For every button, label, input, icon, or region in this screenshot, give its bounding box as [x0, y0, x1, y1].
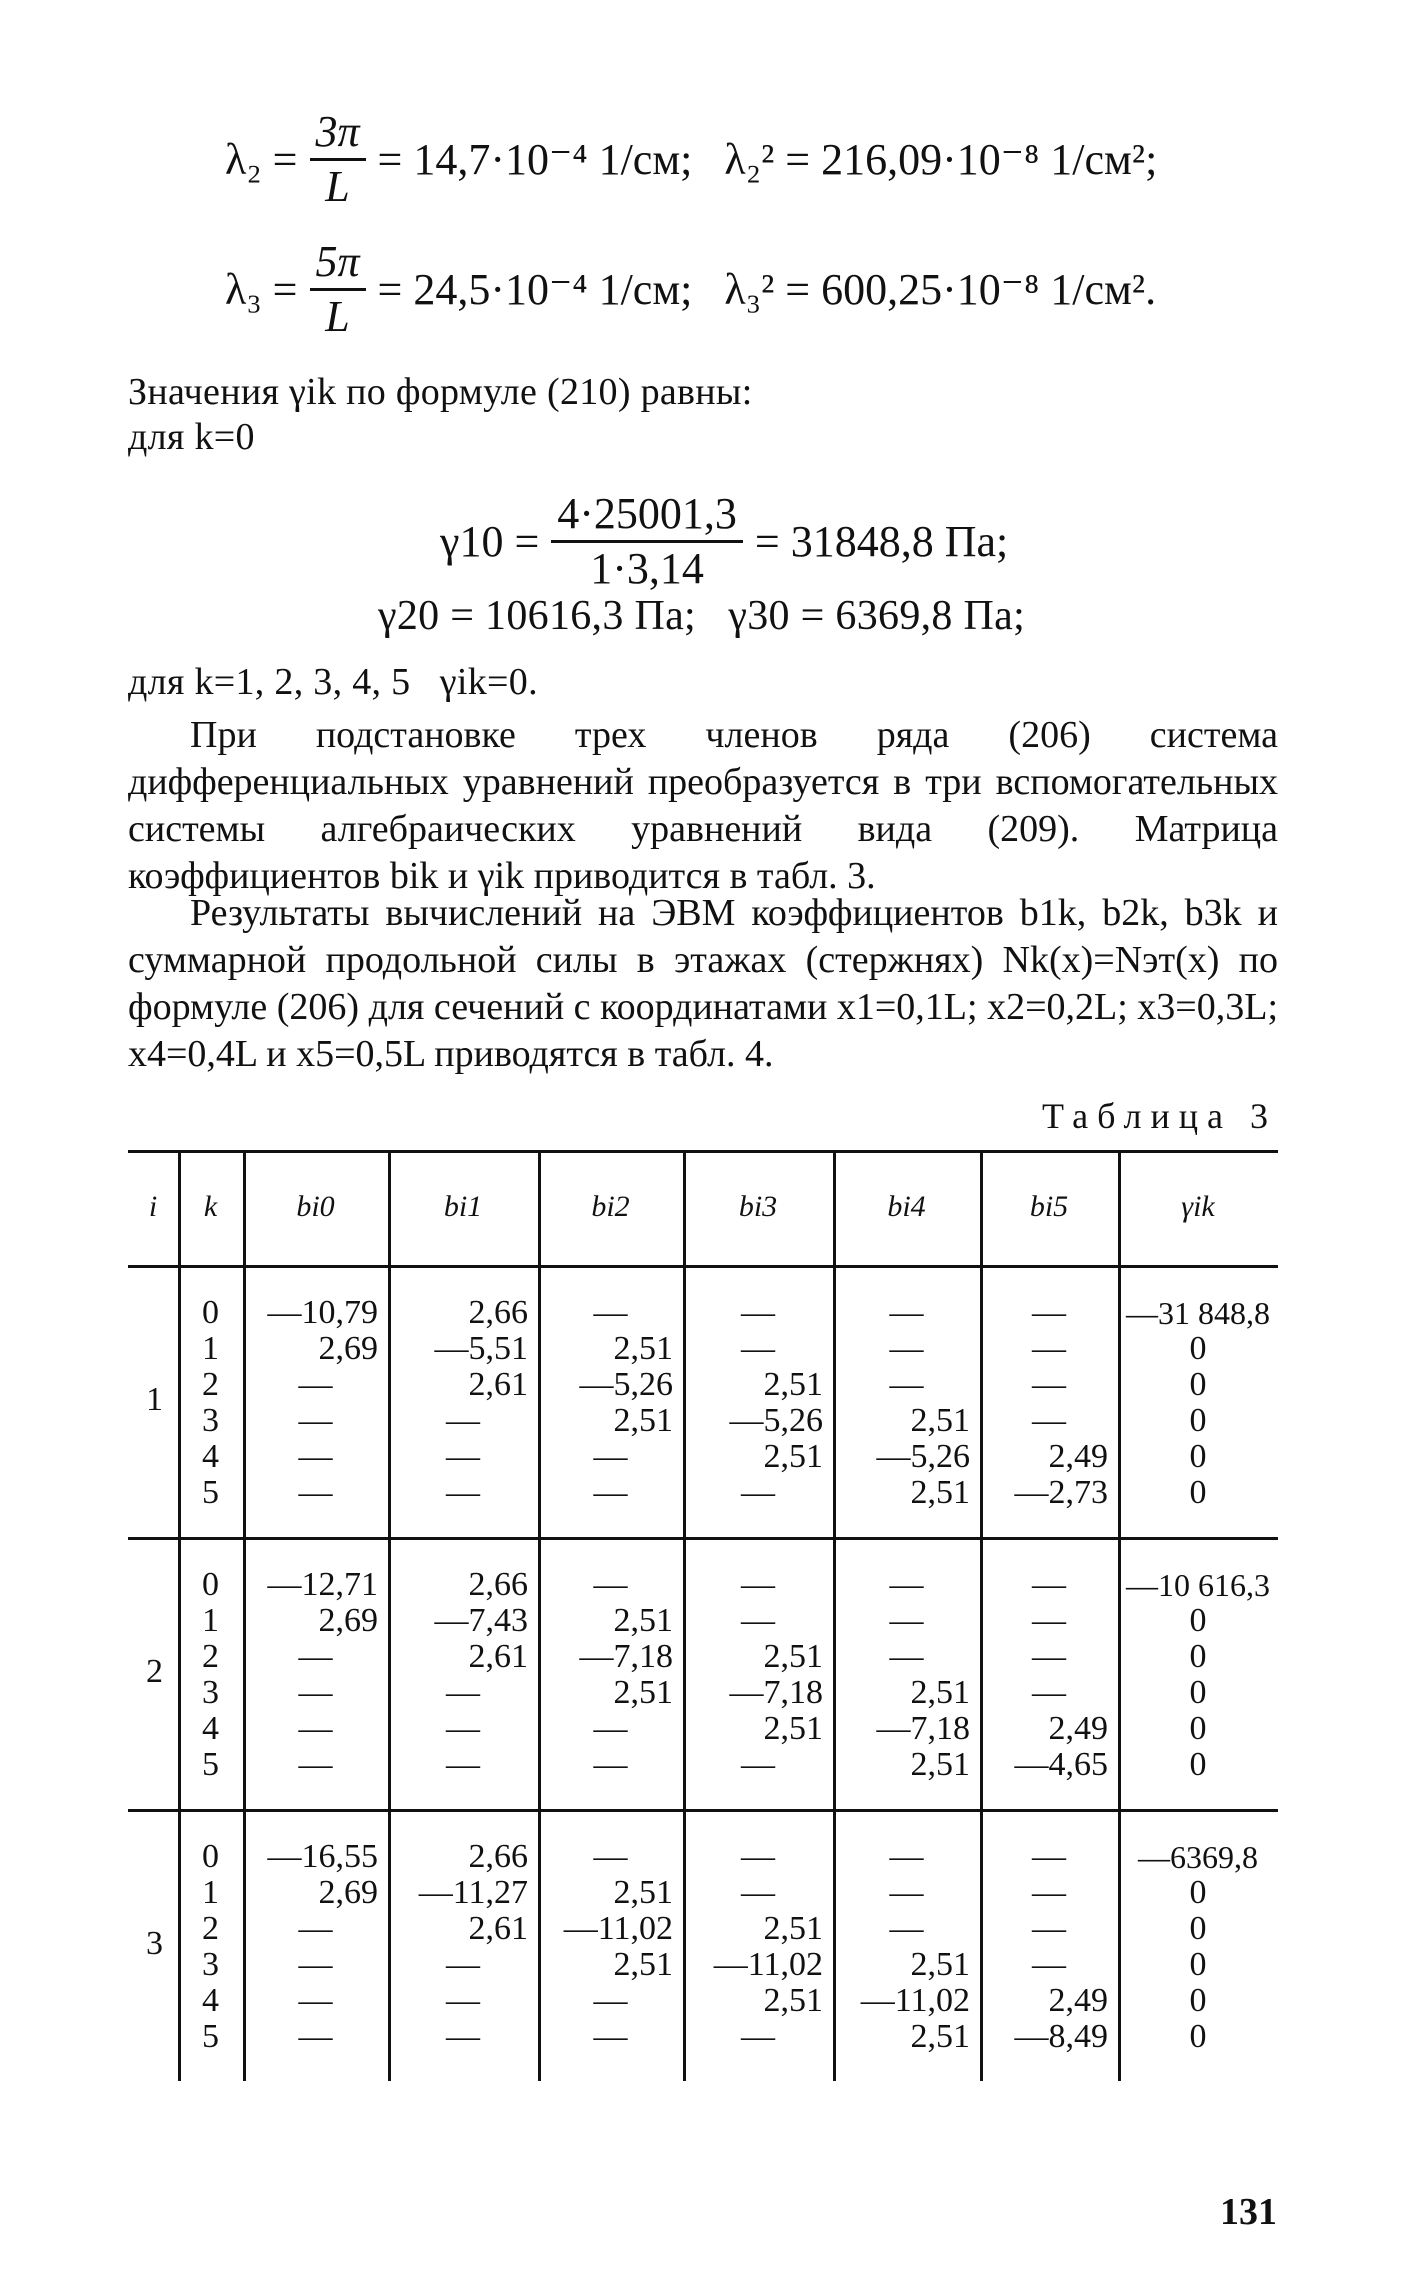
table-cell: — — [1032, 1674, 1066, 1711]
table-caption: Таблица 3 — [1042, 1096, 1277, 1136]
table-cell: 0 — [1189, 1710, 1207, 1747]
table-cell: 0 — [1189, 1982, 1207, 2019]
table-cell: —7,18 — [729, 1674, 823, 1711]
table-cell: — — [1032, 1330, 1066, 1367]
table-cell: 0 — [202, 1566, 219, 1603]
table-cell: 2,51 — [910, 1474, 970, 1511]
formula-lambda3 — [225, 238, 1156, 342]
table-cell: — — [741, 1838, 775, 1875]
table-cell: — — [741, 1746, 775, 1783]
table-cell: —7,43 — [434, 1602, 528, 1639]
table-cell: 2,66 — [468, 1566, 528, 1603]
table-cell: — — [298, 1710, 333, 1747]
table-header-cell: i — [148, 1190, 158, 1223]
table-cell: 0 — [1189, 1946, 1207, 1983]
table-cell: 1 — [202, 1330, 219, 1367]
table-cell: —7,18 — [579, 1638, 673, 1675]
table-cell: —11,02 — [860, 1982, 970, 2019]
table-cell: — — [446, 1438, 480, 1475]
fraction-denominator: 1·3,14 — [590, 544, 704, 594]
table-cell: —5,26 — [876, 1438, 970, 1475]
table-cell: — — [593, 2018, 628, 2055]
table-cell: 2,51 — [763, 1638, 823, 1675]
table-cell: 2,51 — [910, 1674, 970, 1711]
table-cell: — — [446, 1474, 480, 1511]
table-cell: 2,51 — [910, 1402, 970, 1439]
table-i-value: 3 — [146, 1925, 163, 1963]
table-cell: 5 — [202, 1746, 219, 1783]
table-cell: 0 — [1189, 1746, 1207, 1783]
table-cell: 5 — [202, 2018, 219, 2055]
table-cell: 2,69 — [318, 1602, 378, 1639]
table-cell: 2,51 — [910, 2018, 970, 2055]
table-cell: 2 — [202, 1366, 219, 1403]
table-cell: — — [889, 1566, 924, 1603]
table-cell: —8,49 — [1014, 2018, 1108, 2055]
table-cell: — — [741, 1330, 775, 1367]
table-cell: — — [593, 1838, 628, 1875]
table-cell: 3 — [202, 1402, 219, 1439]
table-cell: —7,18 — [876, 1710, 970, 1747]
table-cell: — — [593, 1474, 628, 1511]
formula-lhs: γ10 = — [440, 517, 540, 567]
coefficients-table — [128, 1150, 1278, 2081]
table-cell: — — [741, 1294, 775, 1331]
table-cell: 0 — [1189, 1438, 1207, 1475]
table-header-cell: bi4 — [887, 1190, 926, 1223]
table-cell: — — [446, 1746, 480, 1783]
table-cell: 2,49 — [1048, 1710, 1108, 1747]
table-group-rule — [128, 1537, 1278, 1540]
fraction-numerator: 4·25001,3 — [551, 490, 743, 543]
table-cell: 2,51 — [763, 1910, 823, 1947]
table-cell: 2,51 — [910, 1746, 970, 1783]
table-cell: — — [889, 1874, 924, 1911]
table-cell: — — [1032, 1638, 1066, 1675]
table-cell: — — [593, 1438, 628, 1475]
table-cell: — — [298, 1982, 333, 2019]
table-cell: —2,73 — [1014, 1474, 1108, 1511]
formula-value: = 24,5·10⁻⁴ 1/см; — [377, 265, 693, 315]
table-header-rule — [128, 1265, 1278, 1268]
table-cell: — — [741, 1602, 775, 1639]
table-cell: — — [593, 1294, 628, 1331]
table-cell: — — [298, 1946, 333, 1983]
table-cell: —4,65 — [1014, 1746, 1108, 1783]
formula-lambda2 — [225, 108, 1157, 212]
table-cell: 0 — [1189, 1674, 1207, 1711]
table-cell: 1 — [202, 1874, 219, 1911]
formula-square: λ₂² = 216,09·10⁻⁸ 1/см²; — [724, 135, 1158, 185]
table-cell: 2,66 — [468, 1838, 528, 1875]
table-cell: 0 — [1189, 1474, 1207, 1511]
table-cell: — — [298, 1674, 333, 1711]
table-cell: 0 — [1189, 1874, 1207, 1911]
table-cell: 2,51 — [613, 1330, 673, 1367]
table-cell: 2,61 — [468, 1910, 528, 1947]
table-header-cell: bi2 — [591, 1190, 630, 1223]
table-cell: —12,71 — [267, 1566, 378, 1603]
table-cell: 0 — [1189, 2018, 1207, 2055]
fraction-denominator: L — [325, 292, 350, 342]
table-cell: — — [1032, 1566, 1066, 1603]
table-header-cell: γik — [1181, 1190, 1215, 1223]
intro-line: Значения γik по формуле (210) равны: — [128, 371, 753, 413]
table-i-value: 2 — [146, 1653, 163, 1691]
table-cell: 2,51 — [613, 1402, 673, 1439]
table-top-rule — [128, 1150, 1278, 1153]
table-cell: — — [593, 1982, 628, 2019]
k0-line: для k=0 — [128, 416, 255, 458]
table-cell: 2,61 — [468, 1638, 528, 1675]
table-cell: —11,27 — [418, 1874, 528, 1911]
table-cell: —10,79 — [267, 1294, 378, 1331]
table-cell: 0 — [202, 1838, 219, 1875]
table-cell: 0 — [1189, 1638, 1207, 1675]
table-cell: — — [446, 2018, 480, 2055]
formula-gamma20-30: γ20 = 10616,3 Па; γ30 = 6369,8 Па; — [378, 593, 1026, 639]
table-cell: — — [741, 2018, 775, 2055]
table-cell: 2,49 — [1048, 1438, 1108, 1475]
table-cell: — — [889, 1366, 924, 1403]
table-cell: 2,49 — [1048, 1982, 1108, 2019]
table-cell: — — [1032, 1402, 1066, 1439]
table-cell: — — [298, 1438, 333, 1475]
table-cell: —16,55 — [267, 1838, 378, 1875]
table-cell: — — [1032, 1874, 1066, 1911]
paragraph-text: При подстановке трех членов ряда (206) система дифференциальных уравнений преобразуется в три вспомогательных системы алгебраических уравнений вида (209). Матрица коэффициентов bik и γik приводится в табл. 3. — [128, 714, 1278, 897]
fraction-numerator: 3π — [310, 108, 366, 161]
table-cell: — — [889, 1638, 924, 1675]
table-cell: —31 848,8 — [1126, 1295, 1270, 1331]
fraction — [310, 108, 366, 212]
table-cell: — — [889, 1910, 924, 1947]
table-cell: 2,51 — [613, 1874, 673, 1911]
formula-value: = 31848,8 Па; — [754, 517, 1009, 567]
fraction — [551, 490, 743, 594]
table-cell: 2,51 — [763, 1982, 823, 2019]
table-cell: — — [446, 1946, 480, 1983]
table-cell: 4 — [202, 1438, 219, 1475]
table-i-value: 1 — [146, 1381, 163, 1419]
table-cell: 2 — [202, 1638, 219, 1675]
formula-lhs: λ₂ = — [225, 135, 298, 185]
table-cell: — — [298, 1638, 333, 1675]
table-cell: — — [741, 1874, 775, 1911]
table-cell: 2,66 — [468, 1294, 528, 1331]
table-cell: — — [889, 1838, 924, 1875]
table-cell: — — [298, 1474, 333, 1511]
table-cell: — — [1032, 1838, 1066, 1875]
table-cell: 0 — [1189, 1402, 1207, 1439]
table-cell: 0 — [1189, 1330, 1207, 1367]
table-cell: — — [593, 1566, 628, 1603]
table-cell: — — [298, 1746, 333, 1783]
table-cell: — — [1032, 1294, 1066, 1331]
table-header-cell: bi3 — [738, 1190, 778, 1223]
table-cell: — — [298, 1402, 333, 1439]
table-cell: 2,51 — [613, 1602, 673, 1639]
table-cell: — — [298, 1910, 333, 1947]
table-cell: — — [298, 1366, 333, 1403]
table-cell: —11,02 — [713, 1946, 823, 1983]
table-cell: 2,51 — [763, 1438, 823, 1475]
page-number: 131 — [1220, 2191, 1277, 2233]
formula-lhs: λ₃ = — [225, 265, 298, 315]
table-cell: —5,51 — [434, 1330, 528, 1367]
table-cell: 2,51 — [613, 1946, 673, 1983]
table-cell: 0 — [1189, 1602, 1207, 1639]
table-cell: 5 — [202, 1474, 219, 1511]
table-group-rule — [128, 1809, 1278, 1812]
table-cell: 2,69 — [318, 1874, 378, 1911]
paragraph-2 — [128, 890, 1278, 1078]
table-cell: — — [1032, 1602, 1066, 1639]
table-cell: 2,51 — [613, 1674, 673, 1711]
table-cell: —5,26 — [579, 1366, 673, 1403]
table-header-cell: bi5 — [1029, 1190, 1069, 1223]
table-cell: — — [1032, 1946, 1066, 1983]
table-cell: — — [446, 1402, 480, 1439]
table-cell: 4 — [202, 1982, 219, 2019]
table-cell: — — [593, 1746, 628, 1783]
table-cell: 3 — [202, 1674, 219, 1711]
table-cell: — — [889, 1602, 924, 1639]
fraction — [310, 238, 366, 342]
table-cell: 0 — [1189, 1910, 1207, 1947]
fraction-numerator: 5π — [310, 238, 366, 291]
table-cell: — — [889, 1330, 924, 1367]
table-cell: — — [1032, 1366, 1066, 1403]
table-cell: — — [446, 1674, 480, 1711]
table-cell: 2,51 — [763, 1366, 823, 1403]
fraction-denominator: L — [325, 162, 350, 212]
table-cell: 3 — [202, 1946, 219, 1983]
table-cell: —6369,8 — [1138, 1839, 1258, 1875]
table-cell: 2 — [202, 1910, 219, 1947]
formula-square: λ₃² = 600,25·10⁻⁸ 1/см². — [724, 265, 1157, 315]
table-cell: —10 616,3 — [1126, 1567, 1270, 1603]
table-header-cell: bi0 — [296, 1190, 335, 1223]
table-cell: 2,61 — [468, 1366, 528, 1403]
paragraph-text: Результаты вычислений на ЭВМ коэффициентов b1k, b2k, b3k и суммарной продольной силы в этажах (стержнях) Nk(x)=Nэт(x) по формуле (206) для сечений с координатами x1=0,1L; x2=0,2L; x3=0,3L; x4=0,4L и x5=0,5L приводятся в табл. 4. — [128, 892, 1278, 1075]
table-cell: — — [741, 1474, 775, 1511]
table-cell: — — [741, 1566, 775, 1603]
table-cell: 0 — [202, 1294, 219, 1331]
table-header-cell: bi1 — [443, 1190, 483, 1223]
table-cell: —5,26 — [729, 1402, 823, 1439]
table-cell: — — [1032, 1910, 1066, 1947]
formula-gamma10 — [440, 490, 1008, 594]
table-cell: — — [298, 2018, 333, 2055]
table-cell: — — [446, 1982, 480, 2019]
table-header-cell: k — [203, 1190, 218, 1223]
table-cell: —11,02 — [563, 1910, 673, 1947]
paragraph-1 — [128, 712, 1278, 900]
table-cell: 2,51 — [763, 1710, 823, 1747]
table-cell: 0 — [1189, 1366, 1207, 1403]
k-other-line: для k=1, 2, 3, 4, 5 γik=0. — [128, 661, 538, 703]
table-cell: — — [446, 1710, 480, 1747]
table-cell: 4 — [202, 1710, 219, 1747]
table-cell: 2,69 — [318, 1330, 378, 1367]
table-cell: — — [593, 1710, 628, 1747]
table-cell: 2,51 — [910, 1946, 970, 1983]
table-cell: 1 — [202, 1602, 219, 1639]
table-cell: — — [889, 1294, 924, 1331]
formula-value: = 14,7·10⁻⁴ 1/см; — [377, 135, 693, 185]
